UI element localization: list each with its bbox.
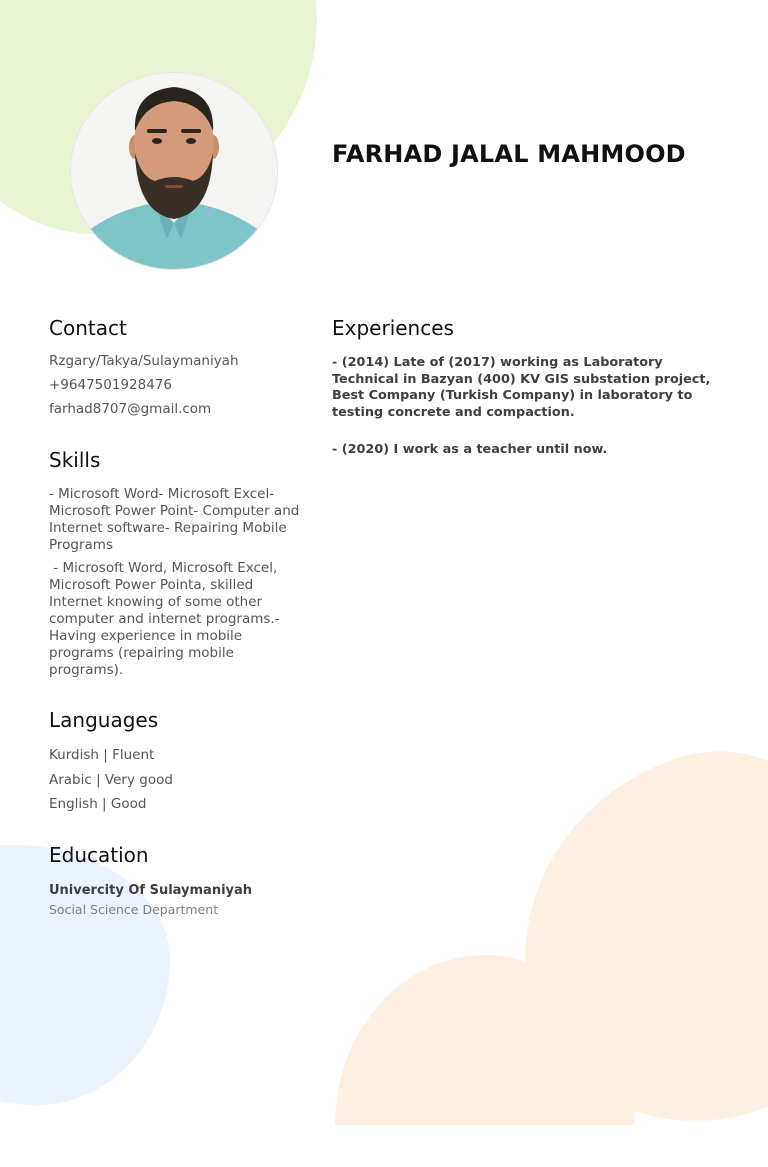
profile-photo (70, 72, 278, 270)
contact-email: farhad8707@gmail.com (49, 401, 212, 417)
experience-item: - (2014) Late of (2017) working as Laboratory Technical in Bazyan (400) KV GIS substation project, Best Company (Turkish Company) in laboratory to testing concrete and compaction. (332, 355, 711, 420)
skills-item: - Microsoft Word- Microsoft Excel- Microsoft Power Point- Computer and Internet software- Repairing Mobile Programs (49, 486, 300, 553)
full-name: FARHAD JALAL MAHMOOD (332, 140, 686, 168)
skills-item: - Microsoft Word, Microsoft Excel, Microsoft Power Pointa, skilled Internet knowing of some other computer and internet programs.- Having experience in mobile programs (repairing mobile programs). (49, 560, 284, 678)
education-school: Univercity Of Sulaymaniyah (49, 883, 253, 898)
languages-heading: Languages (49, 708, 159, 732)
language-item: Arabic | Very good (49, 772, 173, 788)
contact-heading: Contact (49, 316, 127, 340)
education-heading: Education (49, 843, 149, 867)
education-department: Social Science Department (49, 902, 219, 917)
skills-heading: Skills (49, 448, 101, 472)
contact-address: Rzgary/Takya/Sulaymaniyah (49, 353, 239, 369)
language-item: Kurdish | Fluent (49, 747, 155, 763)
person-portrait-icon (71, 73, 277, 269)
experience-item: - (2020) I work as a teacher until now. (332, 442, 608, 457)
experiences-heading: Experiences (332, 316, 454, 340)
language-item: English | Good (49, 796, 147, 812)
contact-phone: +9647501928476 (49, 377, 172, 393)
